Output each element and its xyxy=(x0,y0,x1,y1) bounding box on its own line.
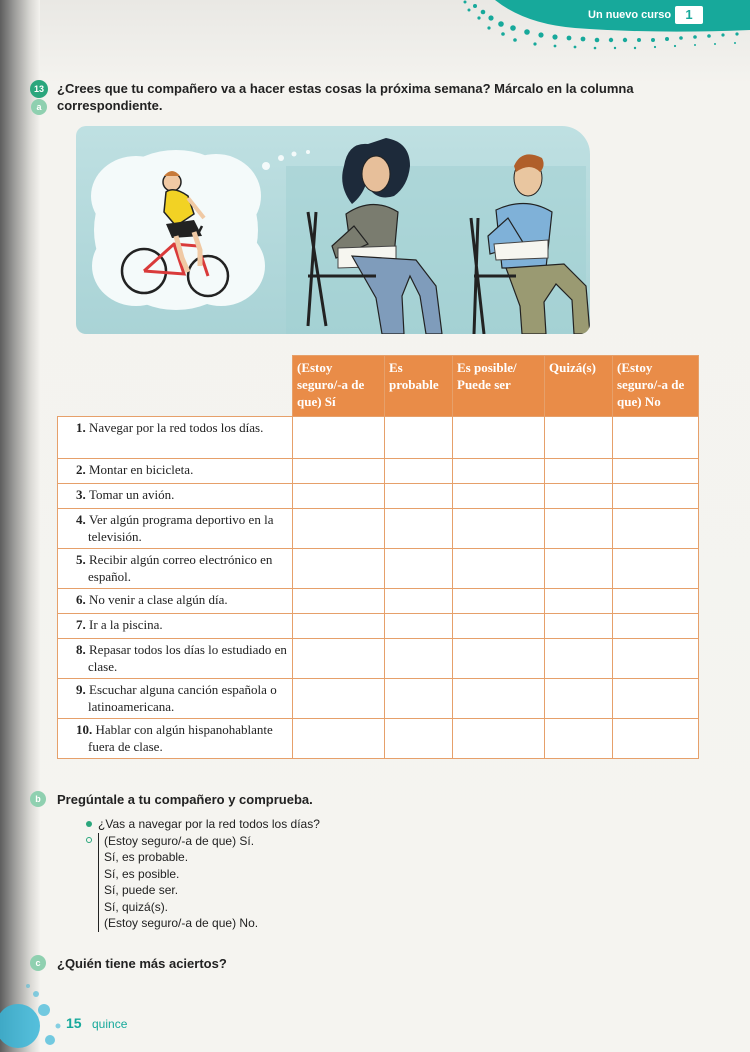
table-row xyxy=(58,639,699,679)
header-band xyxy=(455,0,750,52)
part-a-instruction: ¿Crees que tu compañero va a hacer estas cosas la próxima semana? Márcalo en la columna correspondiente. xyxy=(57,81,634,113)
table-row xyxy=(58,589,699,614)
answer-cell[interactable] xyxy=(293,639,385,679)
activity-label xyxy=(58,719,293,759)
activity-label xyxy=(58,459,293,484)
example-answer: Sí, es probable. xyxy=(104,850,189,864)
answer-cell[interactable] xyxy=(545,614,613,639)
example-answer: Sí, quizá(s). xyxy=(104,899,169,914)
part-c-badge: c xyxy=(30,955,46,971)
answer-cell[interactable] xyxy=(385,417,453,459)
activity-text: Tomar un avión. xyxy=(89,487,175,502)
example-answer: (Estoy seguro/-a de que) No. xyxy=(104,916,259,930)
answer-cell[interactable] xyxy=(385,549,453,589)
answer-cell[interactable] xyxy=(293,509,385,549)
answer-cell[interactable] xyxy=(453,679,545,719)
answer-cell[interactable] xyxy=(545,589,613,614)
table-corner xyxy=(58,356,293,417)
answer-cell[interactable] xyxy=(453,417,545,459)
answer-cell[interactable] xyxy=(293,614,385,639)
activity-label xyxy=(58,614,293,639)
course-title: Un nuevo curso xyxy=(588,9,672,21)
part-c-instruction: ¿Quién tiene más aciertos? xyxy=(57,956,227,971)
table-row xyxy=(58,509,699,549)
answer-cell[interactable] xyxy=(453,484,545,509)
answer-cell[interactable] xyxy=(385,589,453,614)
column-header: Quizá(s) xyxy=(545,356,613,417)
table-row xyxy=(58,484,699,509)
answer-cell[interactable] xyxy=(545,549,613,589)
activity-label xyxy=(58,509,293,549)
activity-number: 7. xyxy=(76,617,89,632)
answer-cell[interactable] xyxy=(545,719,613,759)
answer-cell[interactable] xyxy=(613,484,699,509)
answer-cell[interactable] xyxy=(385,459,453,484)
answer-cell[interactable] xyxy=(385,679,453,719)
activity-text: Repasar todos los días lo estudiado en clase. xyxy=(88,642,287,674)
column-header: Es probable xyxy=(385,356,453,417)
part-a-badge: a xyxy=(31,99,47,115)
illustration-students-writing xyxy=(76,126,590,334)
example-question-line xyxy=(86,816,320,833)
answer-cell[interactable] xyxy=(613,614,699,639)
example-answer: Sí, puede ser. xyxy=(104,883,179,897)
answer-cell[interactable] xyxy=(613,549,699,589)
activity-number: 8. xyxy=(76,642,89,657)
answer-cell[interactable] xyxy=(613,509,699,549)
answer-cell[interactable] xyxy=(613,459,699,484)
example-dialogue xyxy=(86,816,320,932)
activity-label xyxy=(58,639,293,679)
answer-cell[interactable] xyxy=(453,549,545,589)
answer-cell[interactable] xyxy=(293,417,385,459)
answer-cell[interactable] xyxy=(453,459,545,484)
activity-text: Hablar con algún hispanohablante fuera de clase. xyxy=(88,722,273,754)
activity-text: Ver algún programa deportivo en la televisión. xyxy=(88,512,274,544)
activity-text: Escuchar alguna canción española o latinoamericana. xyxy=(88,682,277,714)
activity-text: Recibir algún correo electrónico en español. xyxy=(88,552,273,584)
answer-cell[interactable] xyxy=(613,719,699,759)
answer-cell[interactable] xyxy=(545,484,613,509)
answer-cell[interactable] xyxy=(453,589,545,614)
answer-cell[interactable] xyxy=(385,484,453,509)
activity-label xyxy=(58,549,293,589)
activity-text: Ir a la piscina. xyxy=(89,617,163,632)
table-row xyxy=(58,614,699,639)
activity-number: 2. xyxy=(76,462,89,477)
answer-cell[interactable] xyxy=(613,639,699,679)
answer-cell[interactable] xyxy=(545,509,613,549)
answer-cell[interactable] xyxy=(385,719,453,759)
activity-label xyxy=(58,417,293,459)
speaker-a-bullet xyxy=(86,821,92,827)
answer-cell[interactable] xyxy=(385,614,453,639)
answer-cell[interactable] xyxy=(293,679,385,719)
column-header: Es posible/ Puede ser xyxy=(453,356,545,417)
activity-text: No venir a clase algún día. xyxy=(89,592,228,607)
table-row xyxy=(58,719,699,759)
answer-cell[interactable] xyxy=(293,719,385,759)
example-answers xyxy=(98,833,320,932)
activity-number: 5. xyxy=(76,552,89,567)
answer-cell[interactable] xyxy=(293,549,385,589)
part-b-instruction: Pregúntale a tu compañero y comprueba. xyxy=(57,792,313,807)
example-answer: (Estoy seguro/-a de que) Sí. xyxy=(104,833,255,848)
activity-label xyxy=(58,484,293,509)
answer-cell[interactable] xyxy=(545,417,613,459)
answer-cell[interactable] xyxy=(293,484,385,509)
activity-text: Montar en bicicleta. xyxy=(89,462,194,477)
speaker-b-bullet xyxy=(86,837,92,843)
column-header: (Estoy seguro/-a de que) No xyxy=(613,356,699,417)
answer-cell[interactable] xyxy=(613,417,699,459)
activity-number: 9. xyxy=(76,682,89,697)
answer-cell[interactable] xyxy=(293,459,385,484)
example-question: ¿Vas a navegar por la red todos los días? xyxy=(98,817,320,831)
table-row xyxy=(58,459,699,484)
activity-number: 10. xyxy=(76,722,96,737)
answer-cell[interactable] xyxy=(545,639,613,679)
answer-cell[interactable] xyxy=(453,614,545,639)
table-row xyxy=(58,549,699,589)
page-number-word: quince xyxy=(92,1017,128,1031)
answer-cell[interactable] xyxy=(385,639,453,679)
dotted-header-decoration xyxy=(455,0,750,52)
activity-number: 4. xyxy=(76,512,89,527)
part-b-badge: b xyxy=(30,791,46,807)
answer-cell[interactable] xyxy=(453,719,545,759)
activity-label xyxy=(58,679,293,719)
answer-cell[interactable] xyxy=(385,509,453,549)
answer-cell[interactable] xyxy=(293,589,385,614)
activity-text: Navegar por la red todos los días. xyxy=(89,420,264,435)
book-spine xyxy=(0,0,40,1052)
unit-number: 1 xyxy=(675,6,703,24)
exercise-number-badge: 13 xyxy=(30,80,48,98)
example-answer: Sí, es posible. xyxy=(104,866,180,881)
answer-cell[interactable] xyxy=(545,679,613,719)
activity-number: 6. xyxy=(76,592,89,607)
column-header: (Estoy seguro/-a de que) Sí xyxy=(293,356,385,417)
activity-number: 3. xyxy=(76,487,89,502)
table-row xyxy=(58,417,699,459)
activity-label xyxy=(58,589,293,614)
activity-number: 1. xyxy=(76,420,89,435)
answer-cell[interactable] xyxy=(453,639,545,679)
answer-cell[interactable] xyxy=(453,509,545,549)
answer-cell[interactable] xyxy=(613,679,699,719)
answer-cell[interactable] xyxy=(545,459,613,484)
table-row xyxy=(58,679,699,719)
likelihood-table xyxy=(57,355,699,759)
answer-cell[interactable] xyxy=(613,589,699,614)
page-number: 15 xyxy=(66,1015,82,1031)
